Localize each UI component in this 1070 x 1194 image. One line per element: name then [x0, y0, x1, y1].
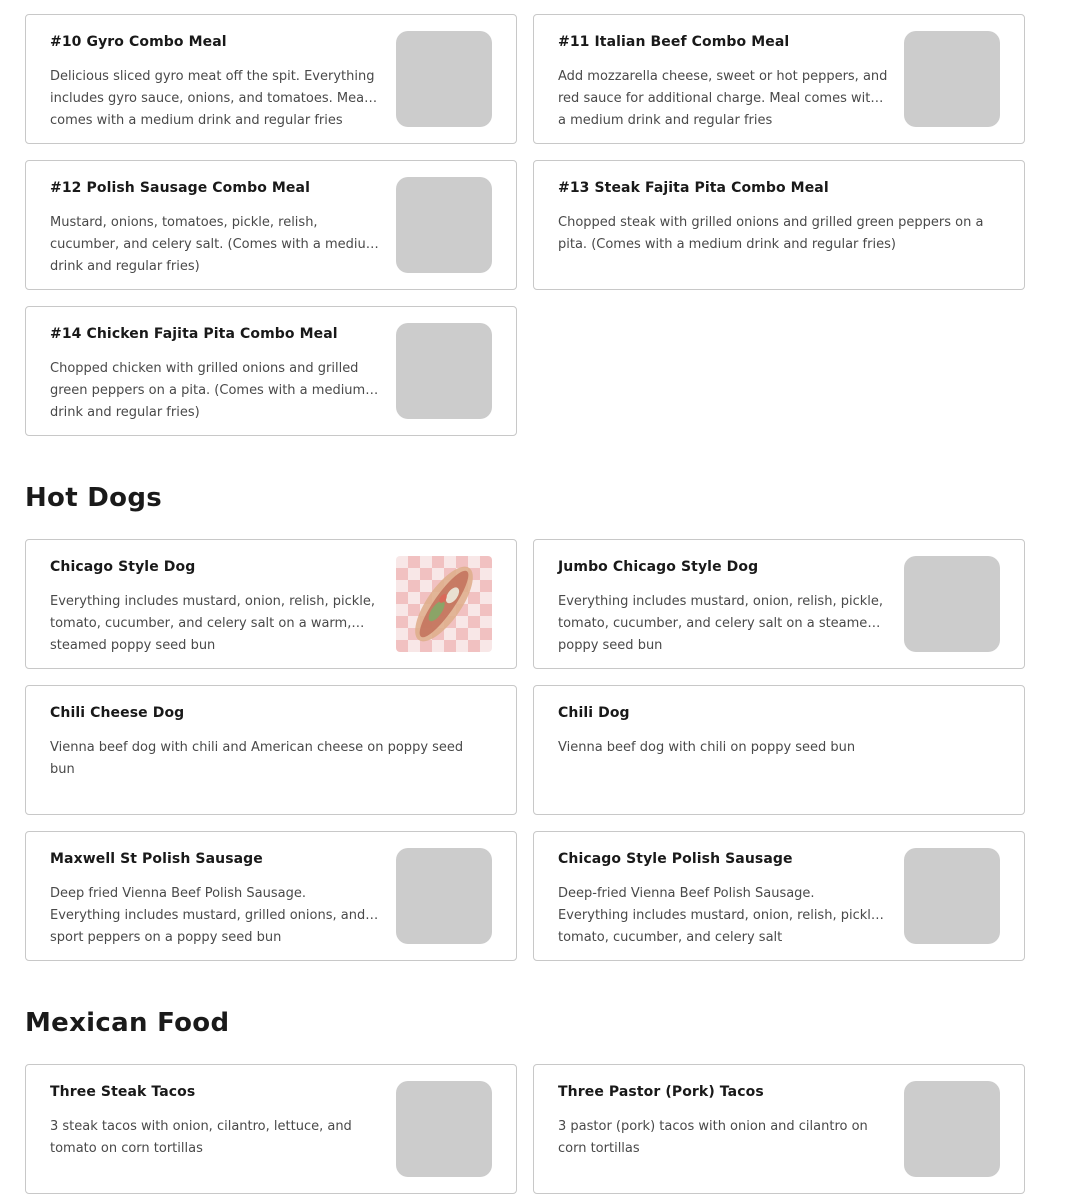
item-title: Chicago Style Polish Sausage — [558, 851, 793, 867]
mexican-food-grid — [25, 1064, 1025, 1194]
item-description: Vienna beef dog with chili on poppy seed bun — [558, 740, 856, 755]
item-title: Chili Dog — [558, 705, 630, 721]
item-image-placeholder — [396, 1081, 492, 1177]
item-image-placeholder — [904, 848, 1000, 944]
item-description: Chopped chicken with grilled onions and grilled green peppers on a pita. (Comes with a medium drink and regular fries) — [50, 361, 366, 420]
menu-item-card[interactable] — [25, 14, 517, 144]
item-title: Chicago Style Dog — [50, 559, 196, 575]
section-heading-hot-dogs: Hot Dogs — [25, 483, 163, 513]
item-title: #12 Polish Sausage Combo Meal — [50, 180, 310, 196]
item-description: 3 pastor (pork) tacos with onion and cilantro on corn tortillas — [558, 1119, 868, 1156]
item-description: Deep-fried Vienna Beef Polish Sausage. Everything includes mustard, onion, relish, pickle, tomato, cucumber, and celery salt — [558, 886, 883, 945]
item-description: 3 steak tacos with onion, cilantro, lettuce, and tomato on corn tortillas — [50, 1119, 352, 1156]
menu-item-card[interactable] — [25, 160, 517, 290]
item-image-placeholder — [396, 177, 492, 273]
item-title: Chili Cheese Dog — [50, 705, 185, 721]
menu-item-card[interactable] — [25, 306, 517, 436]
menu-item-card[interactable] — [533, 685, 1025, 815]
item-image-placeholder — [904, 1081, 1000, 1177]
item-title: Jumbo Chicago Style Dog — [558, 559, 759, 575]
item-title: #10 Gyro Combo Meal — [50, 34, 227, 50]
menu-item-card[interactable] — [25, 1064, 517, 1194]
item-image-placeholder — [904, 556, 1000, 652]
item-description: Chopped steak with grilled onions and grilled green peppers on a pita. (Comes with a medium drink and regular fries) — [558, 215, 984, 252]
item-title: Three Pastor (Pork) Tacos — [558, 1084, 764, 1100]
item-description: Everything includes mustard, onion, relish, pickle, tomato, cucumber, and celery salt on a warm, steamed poppy seed bun — [50, 594, 375, 653]
item-title: Maxwell St Polish Sausage — [50, 851, 263, 867]
menu-item-card[interactable] — [25, 831, 517, 961]
menu-item-card[interactable] — [25, 539, 517, 669]
hot-dog-illustration — [396, 556, 492, 652]
item-description: Delicious sliced gyro meat off the spit. Everything includes gyro sauce, onions, and tomatoes. Meal comes with a medium drink and regular fries — [50, 69, 375, 128]
menu-item-card[interactable] — [533, 539, 1025, 669]
hot-dogs-grid — [25, 539, 1025, 961]
item-title: #14 Chicken Fajita Pita Combo Meal — [50, 326, 338, 342]
item-image-placeholder — [396, 848, 492, 944]
item-image-placeholder — [396, 323, 492, 419]
item-image-placeholder — [904, 31, 1000, 127]
section-heading-mexican-food: Mexican Food — [25, 1008, 230, 1038]
item-description: Vienna beef dog with chili and American cheese on poppy seed bun — [50, 740, 464, 777]
item-description: Add mozzarella cheese, sweet or hot peppers, and red sauce for additional charge. Meal comes with a medium drink and regular fries — [558, 69, 888, 128]
item-description: Everything includes mustard, onion, relish, pickle, tomato, cucumber, and celery salt on a steamed poppy seed bun — [558, 594, 883, 653]
item-title: #13 Steak Fajita Pita Combo Meal — [558, 180, 829, 196]
hot-dog-photo — [396, 556, 492, 652]
menu-item-card[interactable] — [533, 831, 1025, 961]
menu-item-card[interactable] — [533, 160, 1025, 290]
item-description: Mustard, onions, tomatoes, pickle, relish, cucumber, and celery salt. (Comes with a medium drink and regular fries) — [50, 215, 379, 274]
item-title: Three Steak Tacos — [50, 1084, 196, 1100]
menu-item-card[interactable] — [25, 685, 517, 815]
combo-meals-grid — [25, 14, 1025, 436]
item-title: #11 Italian Beef Combo Meal — [558, 34, 790, 50]
item-description: Deep fried Vienna Beef Polish Sausage. Everything includes mustard, grilled onions, and sport peppers on a poppy seed bun — [50, 886, 366, 945]
menu-item-card[interactable] — [533, 1064, 1025, 1194]
item-image-placeholder — [396, 31, 492, 127]
menu-item-card[interactable] — [533, 14, 1025, 144]
